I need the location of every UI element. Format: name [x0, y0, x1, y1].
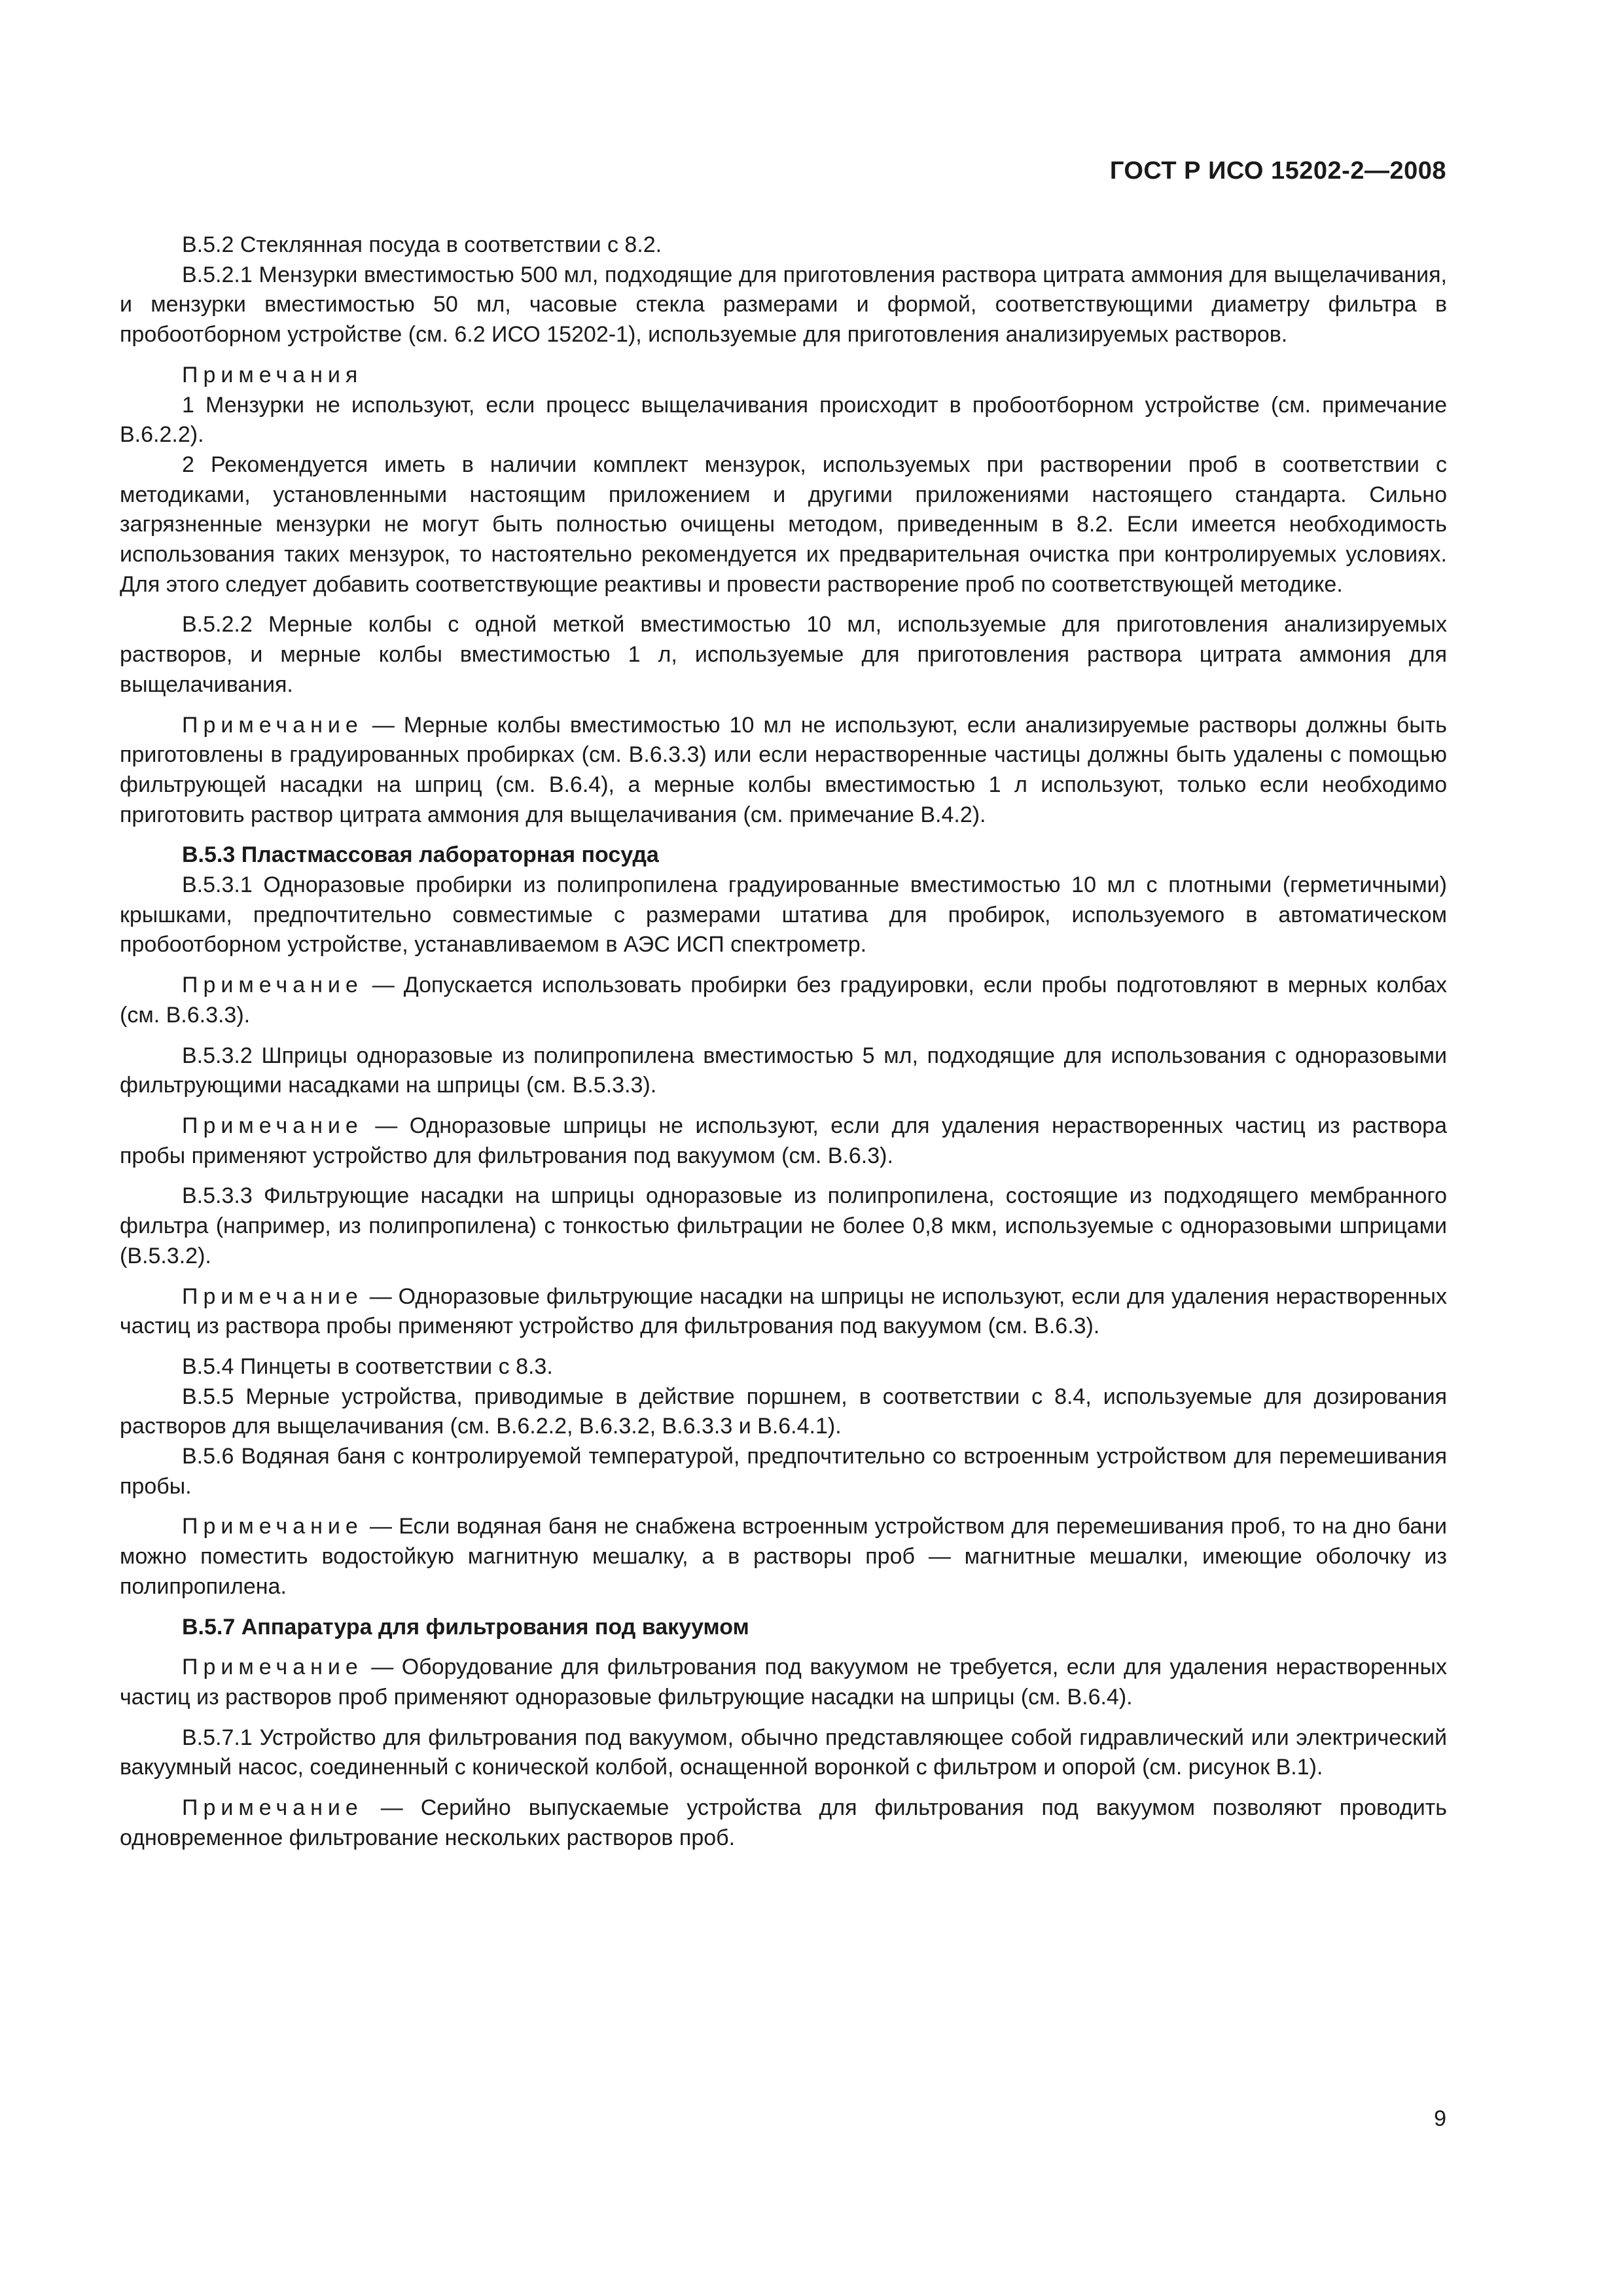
note-text: — Допускается использовать пробирки без градуировки, если пробы подготовляют в мерных колбах (см. В.6.3.3).: [120, 973, 1447, 1028]
clause-b5-5: В.5.5 Мерные устройства, приводимые в действие поршнем, в соответствии с 8.4, используемые для дозирования растворов для выщелачивания (см. В.6.2.2, В.6.3.2, В.6.3.3 и В.6.4.1).: [120, 1384, 1447, 1439]
note-1: 1 Мензурки не используют, если процесс выщелачивания происходит в пробоотборном устройстве (см. примечание В.6.2.2).: [120, 392, 1447, 448]
clause-b5-4: В.5.4 Пинцеты в соответствии с 8.3.: [182, 1354, 553, 1379]
clause-b5-3-3: В.5.3.3 Фильтрующие насадки на шприцы одноразовые из полипропилена, состоящие из подходящего мембранного фильтра (например, из полипропилена) с тонкостью фильтрации не более 0,8 мкм, используемые с одноразовыми шприцами (В.5.3.2).: [120, 1183, 1447, 1268]
notes-heading: [120, 361, 1447, 391]
note-label: Примечание: [182, 1795, 363, 1821]
note-label: Примечание: [182, 712, 363, 738]
clause-b5-7-1: В.5.7.1 Устройство для фильтрования под вакуумом, обычно представляющее собой гидравлический или электрический вакуумный насос, соединенный с конической колбой, оснащенной воронкой с фильтром и опорой (см. рисунок В.1).: [120, 1725, 1447, 1780]
clause-b5-2-2: В.5.2.2 Мерные колбы с одной меткой вместимостью 10 мл, используемые для приготовления анализируемых растворов, и мерные колбы вместимостью 1 л, используемые для приготовления раствора цитрата аммония для выщелачивания.: [120, 612, 1447, 697]
clause-b5-2-1: В.5.2.1 Мензурки вместимостью 500 мл, подходящие для приготовления раствора цитрата аммония для выщелачивания, и мензурки вместимостью 50 мл, часовые стекла размерами и формой, соответствующими диаметру фильтра в пробоотборном устройстве (см. 6.2 ИСО 15202-1), используемые для приготовления анализируемых растворов.: [120, 262, 1447, 348]
note-text: — Одноразовые фильтрующие насадки на шприцы не используют, если для удаления нерастворенных частиц из раствора пробы применяют устройство для фильтрования под вакуумом (см. В.6.3).: [120, 1283, 1447, 1339]
section-title-b5-7: В.5.7 Аппаратура для фильтрования под вакуумом: [182, 1614, 749, 1640]
note-b5-3-1: [120, 971, 1447, 1030]
note-b5-3-2: [120, 1111, 1447, 1171]
notes-label: Примечания: [182, 362, 363, 387]
clause-b5-3-1: В.5.3.1 Одноразовые пробирки из полипропилена градуированные вместимостью 10 мл с плотными (герметичными) крышками, предпочтительно совместимые с размерами штатива для пробирок, используемого в автоматическом пробоотборном устройстве, устанавливаемом в АЭС ИСП спектрометр.: [120, 872, 1447, 958]
clause-b5-6: В.5.6 Водяная баня с контролируемой температурой, предпочтительно со встроенным устройством для перемешивания пробы.: [120, 1444, 1447, 1499]
note-label: Примечание: [182, 1283, 363, 1309]
page-number: 9: [1434, 2106, 1446, 2131]
section-title-b5-3: В.5.3 Пластмассовая лабораторная посуда: [182, 842, 659, 868]
document-body: [120, 230, 1447, 1853]
note-b5-7-1: [120, 1793, 1447, 1853]
clause-b5-2: В.5.2 Стеклянная посуда в соответствии с 8.2.: [182, 232, 662, 257]
note-2: 2 Рекомендуется иметь в наличии комплект мензурок, используемых при растворении проб в соответствии с методиками, установленными настоящим приложением и другими приложениями настоящего стандарта. Сильно загрязненные мензурки не могут быть полностью очищены методом, приведенным в 8.2. Если имеется необходимость использования таких мензурок, то настоятельно рекомендуется их предварительная очистка при контролируемых условиях. Для этого следует добавить соответствующие реактивы и провести растворение проб по соответствующей методике.: [120, 452, 1447, 597]
note-text: — Мерные колбы вместимостью 10 мл не используют, если анализируемые растворы должны быть приготовлены в градуированных пробирках (см. В.6.3.3) или если нерастворенные частицы должны быть удалены с помощью фильтрующей насадки на шприц (см. В.6.4), а мерные колбы вместимостью 1 л используют, только если необходимо приготовить раствор цитрата аммония для выщелачивания (см. примечание В.4.2).: [120, 712, 1447, 827]
note-text: — Если водяная баня не снабжена встроенным устройством для перемешивания проб, то на дно бани можно поместить водостойкую магнитную мешалку, а в растворы проб — магнитные мешалки, имеющие оболочку из полипропилена.: [120, 1514, 1447, 1599]
document-code-header: ГОСТ Р ИСО 15202-2—2008: [1109, 157, 1446, 185]
note-label: Примечание: [182, 1514, 363, 1539]
note-text: — Одноразовые шприцы не используют, если для удаления нерастворенных частиц из раствора пробы применяют устройство для фильтрования под вакуумом (см. В.6.3).: [120, 1113, 1447, 1168]
note-b5-3-3: [120, 1282, 1447, 1342]
note-text: — Серийно выпускаемые устройства для фильтрования под вакуумом позволяют проводить одновременное фильтрование нескольких растворов проб.: [120, 1795, 1447, 1850]
note-b5-6: [120, 1512, 1447, 1602]
note-b5-7: [120, 1653, 1447, 1712]
note-text: — Оборудование для фильтрования под вакуумом не требуется, если для удаления нерастворенных частиц из растворов проб применяют одноразовые фильтрующие насадки на шприцы (см. В.6.4).: [120, 1655, 1447, 1710]
note-label: Примечание: [182, 1113, 363, 1138]
note-label: Примечание: [182, 1655, 363, 1680]
note-b5-2-2: [120, 711, 1447, 831]
clause-b5-3-2: В.5.3.2 Шприцы одноразовые из полипропилена вместимостью 5 мл, подходящие для использования с одноразовыми фильтрующими насадками на шприцы (см. В.5.3.3).: [120, 1043, 1447, 1098]
note-label: Примечание: [182, 973, 363, 998]
